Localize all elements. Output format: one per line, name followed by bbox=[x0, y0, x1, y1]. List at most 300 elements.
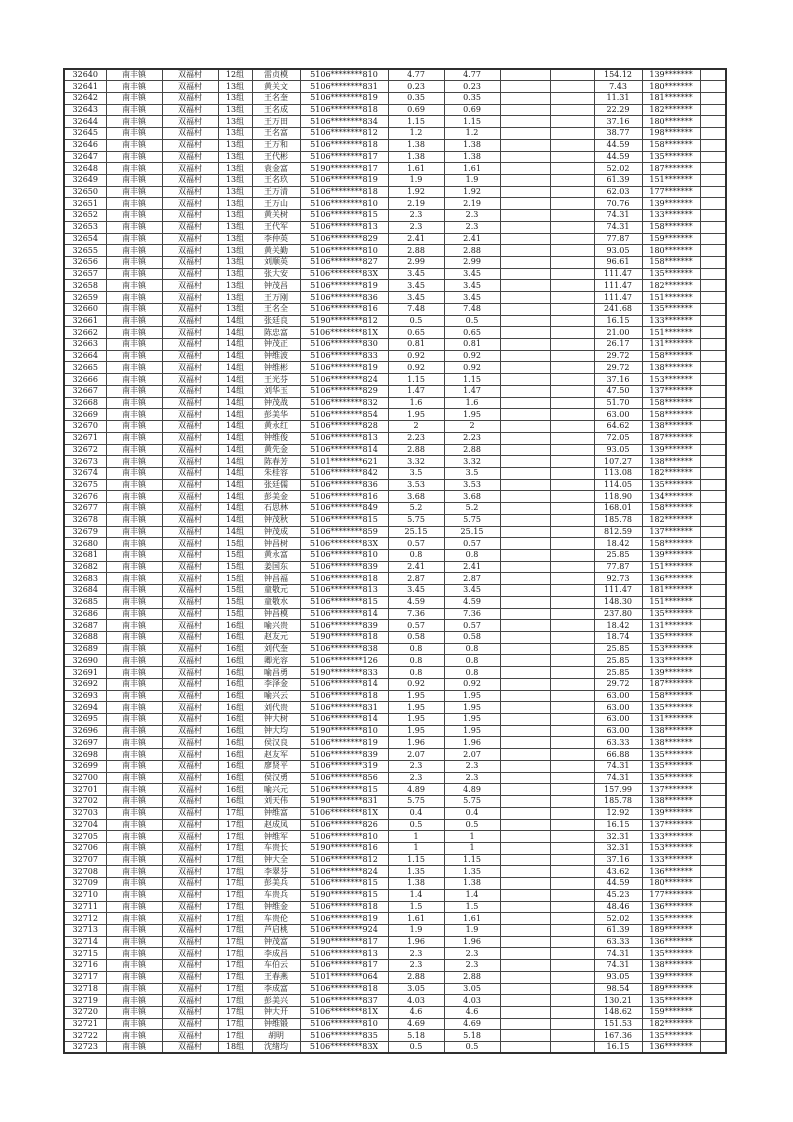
cell-value_confirmed: 0.8 bbox=[444, 655, 500, 667]
table-row bbox=[64, 1030, 726, 1042]
cell-masked_id: 5106********814 bbox=[300, 444, 388, 456]
cell-village: 双福村 bbox=[162, 350, 218, 362]
cell-value: 4.69 bbox=[388, 1018, 444, 1030]
cell-blank_b bbox=[550, 924, 594, 936]
cell-amount: 7.43 bbox=[594, 81, 642, 93]
cell-row_id: 32690 bbox=[64, 655, 106, 667]
cell-amount: 29.72 bbox=[594, 678, 642, 690]
cell-row_id: 32684 bbox=[64, 585, 106, 597]
cell-row_id: 32675 bbox=[64, 479, 106, 491]
cell-value_confirmed: 5.75 bbox=[444, 796, 500, 808]
cell-row_id: 32677 bbox=[64, 503, 106, 515]
cell-group: 13组 bbox=[218, 81, 252, 93]
cell-amount: 157.99 bbox=[594, 784, 642, 796]
table-row bbox=[64, 385, 726, 397]
cell-row_id: 32654 bbox=[64, 233, 106, 245]
table-row bbox=[64, 608, 726, 620]
cell-blank_b bbox=[550, 678, 594, 690]
cell-value: 2.41 bbox=[388, 561, 444, 573]
cell-row_id: 32705 bbox=[64, 831, 106, 843]
cell-person_name: 袁金富 bbox=[252, 163, 300, 175]
cell-masked_id: 5106********812 bbox=[300, 854, 388, 866]
cell-value_confirmed: 3.32 bbox=[444, 456, 500, 468]
cell-blank_a bbox=[500, 632, 550, 644]
cell-amount: 77.87 bbox=[594, 233, 642, 245]
cell-town: 南丰镇 bbox=[106, 714, 162, 726]
cell-masked_id: 5106********839 bbox=[300, 620, 388, 632]
cell-masked_id: 5106********824 bbox=[300, 374, 388, 386]
cell-row_id: 32659 bbox=[64, 292, 106, 304]
cell-value_confirmed: 2.07 bbox=[444, 749, 500, 761]
cell-masked_phone: 138******* bbox=[642, 737, 700, 749]
cell-group: 14组 bbox=[218, 526, 252, 538]
cell-masked_id: 5106********813 bbox=[300, 948, 388, 960]
cell-blank_a bbox=[500, 374, 550, 386]
cell-blank_a bbox=[500, 667, 550, 679]
cell-person_name: 侯汉良 bbox=[252, 737, 300, 749]
cell-blank_b bbox=[550, 831, 594, 843]
cell-row_id: 32717 bbox=[64, 971, 106, 983]
cell-value_confirmed: 0.58 bbox=[444, 632, 500, 644]
cell-town: 南丰镇 bbox=[106, 409, 162, 421]
cell-row_id: 32683 bbox=[64, 573, 106, 585]
cell-row_id: 32642 bbox=[64, 92, 106, 104]
cell-amount: 37.16 bbox=[594, 854, 642, 866]
cell-blank_c bbox=[700, 327, 726, 339]
cell-row_id: 32703 bbox=[64, 807, 106, 819]
cell-person_name: 刘代奎 bbox=[252, 643, 300, 655]
cell-village: 双福村 bbox=[162, 479, 218, 491]
cell-blank_b bbox=[550, 655, 594, 667]
cell-blank_b bbox=[550, 854, 594, 866]
cell-blank_c bbox=[700, 737, 726, 749]
cell-blank_c bbox=[700, 971, 726, 983]
cell-masked_id: 5106********818 bbox=[300, 983, 388, 995]
cell-masked_id: 5106********813 bbox=[300, 585, 388, 597]
cell-town: 南丰镇 bbox=[106, 725, 162, 737]
cell-person_name: 黄先金 bbox=[252, 444, 300, 456]
cell-group: 13组 bbox=[218, 92, 252, 104]
cell-value_confirmed: 1.95 bbox=[444, 690, 500, 702]
cell-village: 双福村 bbox=[162, 221, 218, 233]
cell-row_id: 32673 bbox=[64, 456, 106, 468]
cell-town: 南丰镇 bbox=[106, 819, 162, 831]
cell-blank_c bbox=[700, 362, 726, 374]
cell-person_name: 卿光容 bbox=[252, 655, 300, 667]
cell-amount: 48.46 bbox=[594, 901, 642, 913]
cell-amount: 25.85 bbox=[594, 549, 642, 561]
cell-value: 3.45 bbox=[388, 585, 444, 597]
cell-amount: 113.08 bbox=[594, 467, 642, 479]
cell-village: 双福村 bbox=[162, 796, 218, 808]
cell-town: 南丰镇 bbox=[106, 1018, 162, 1030]
cell-value: 0.58 bbox=[388, 632, 444, 644]
cell-blank_a bbox=[500, 854, 550, 866]
cell-masked_phone: 159******* bbox=[642, 233, 700, 245]
cell-amount: 25.85 bbox=[594, 667, 642, 679]
cell-blank_a bbox=[500, 409, 550, 421]
cell-blank_a bbox=[500, 1042, 550, 1054]
cell-village: 双福村 bbox=[162, 233, 218, 245]
cell-row_id: 32664 bbox=[64, 350, 106, 362]
cell-town: 南丰镇 bbox=[106, 538, 162, 550]
cell-blank_c bbox=[700, 901, 726, 913]
cell-town: 南丰镇 bbox=[106, 549, 162, 561]
cell-blank_b bbox=[550, 292, 594, 304]
table-row bbox=[64, 315, 726, 327]
cell-group: 17组 bbox=[218, 901, 252, 913]
cell-row_id: 32720 bbox=[64, 1007, 106, 1019]
cell-town: 南丰镇 bbox=[106, 901, 162, 913]
cell-blank_c bbox=[700, 257, 726, 269]
cell-town: 南丰镇 bbox=[106, 303, 162, 315]
cell-person_name: 陈忠富 bbox=[252, 327, 300, 339]
cell-masked_id: 5106********836 bbox=[300, 479, 388, 491]
cell-value_confirmed: 0.57 bbox=[444, 620, 500, 632]
cell-amount: 25.85 bbox=[594, 655, 642, 667]
cell-blank_b bbox=[550, 116, 594, 128]
cell-town: 南丰镇 bbox=[106, 245, 162, 257]
cell-value_confirmed: 3.05 bbox=[444, 983, 500, 995]
cell-value: 1.96 bbox=[388, 737, 444, 749]
cell-value: 1 bbox=[388, 842, 444, 854]
cell-town: 南丰镇 bbox=[106, 702, 162, 714]
cell-village: 双福村 bbox=[162, 467, 218, 479]
cell-village: 双福村 bbox=[162, 92, 218, 104]
cell-value_confirmed: 0.23 bbox=[444, 81, 500, 93]
cell-person_name: 王万田 bbox=[252, 116, 300, 128]
cell-masked_phone: 136******* bbox=[642, 936, 700, 948]
cell-person_name: 沈绪均 bbox=[252, 1042, 300, 1054]
cell-value_confirmed: 2.19 bbox=[444, 198, 500, 210]
cell-amount: 111.47 bbox=[594, 585, 642, 597]
cell-town: 南丰镇 bbox=[106, 854, 162, 866]
cell-value: 25.15 bbox=[388, 526, 444, 538]
cell-amount: 185.78 bbox=[594, 514, 642, 526]
cell-village: 双福村 bbox=[162, 409, 218, 421]
cell-person_name: 彭美华 bbox=[252, 409, 300, 421]
cell-blank_b bbox=[550, 901, 594, 913]
cell-blank_c bbox=[700, 1018, 726, 1030]
cell-village: 双福村 bbox=[162, 924, 218, 936]
table-row bbox=[64, 866, 726, 878]
cell-amount: 44.59 bbox=[594, 139, 642, 151]
cell-masked_id: 5106********838 bbox=[300, 643, 388, 655]
cell-town: 南丰镇 bbox=[106, 69, 162, 81]
cell-group: 13组 bbox=[218, 233, 252, 245]
cell-person_name: 车伯云 bbox=[252, 960, 300, 972]
table-row bbox=[64, 561, 726, 573]
cell-masked_phone: 136******* bbox=[642, 1042, 700, 1054]
cell-masked_phone: 158******* bbox=[642, 397, 700, 409]
cell-value_confirmed: 1.9 bbox=[444, 924, 500, 936]
cell-masked_phone: 177******* bbox=[642, 889, 700, 901]
cell-blank_b bbox=[550, 327, 594, 339]
cell-value_confirmed: 2.3 bbox=[444, 210, 500, 222]
cell-masked_id: 5106********814 bbox=[300, 608, 388, 620]
cell-blank_a bbox=[500, 292, 550, 304]
cell-masked_phone: 180******* bbox=[642, 116, 700, 128]
cell-value: 3.45 bbox=[388, 280, 444, 292]
cell-blank_b bbox=[550, 503, 594, 515]
cell-group: 17组 bbox=[218, 971, 252, 983]
cell-row_id: 32693 bbox=[64, 690, 106, 702]
cell-masked_phone: 136******* bbox=[642, 901, 700, 913]
cell-blank_c bbox=[700, 432, 726, 444]
cell-amount: 66.88 bbox=[594, 749, 642, 761]
cell-masked_phone: 187******* bbox=[642, 432, 700, 444]
cell-masked_phone: 135******* bbox=[642, 772, 700, 784]
cell-masked_id: 5106********810 bbox=[300, 245, 388, 257]
cell-blank_a bbox=[500, 233, 550, 245]
cell-value_confirmed: 0.65 bbox=[444, 327, 500, 339]
cell-village: 双福村 bbox=[162, 866, 218, 878]
cell-village: 双福村 bbox=[162, 737, 218, 749]
cell-value: 3.53 bbox=[388, 479, 444, 491]
cell-masked_phone: 180******* bbox=[642, 245, 700, 257]
cell-blank_b bbox=[550, 889, 594, 901]
cell-value: 1.9 bbox=[388, 924, 444, 936]
cell-masked_phone: 182******* bbox=[642, 280, 700, 292]
table-row bbox=[64, 573, 726, 585]
cell-blank_b bbox=[550, 128, 594, 140]
cell-row_id: 32694 bbox=[64, 702, 106, 714]
cell-group: 16组 bbox=[218, 655, 252, 667]
cell-masked_phone: 137******* bbox=[642, 385, 700, 397]
cell-amount: 93.05 bbox=[594, 245, 642, 257]
cell-masked_id: 5106********815 bbox=[300, 210, 388, 222]
cell-masked_phone: 158******* bbox=[642, 350, 700, 362]
cell-village: 双福村 bbox=[162, 819, 218, 831]
table-row bbox=[64, 1007, 726, 1019]
cell-row_id: 32647 bbox=[64, 151, 106, 163]
cell-blank_a bbox=[500, 467, 550, 479]
cell-village: 双福村 bbox=[162, 948, 218, 960]
cell-amount: 241.68 bbox=[594, 303, 642, 315]
cell-group: 17组 bbox=[218, 819, 252, 831]
cell-blank_b bbox=[550, 174, 594, 186]
cell-masked_phone: 159******* bbox=[642, 1007, 700, 1019]
cell-village: 双福村 bbox=[162, 573, 218, 585]
cell-blank_b bbox=[550, 819, 594, 831]
cell-group: 16组 bbox=[218, 796, 252, 808]
cell-person_name: 王代彬 bbox=[252, 151, 300, 163]
cell-value_confirmed: 1 bbox=[444, 842, 500, 854]
cell-person_name: 彭美兵 bbox=[252, 878, 300, 890]
cell-village: 双福村 bbox=[162, 620, 218, 632]
cell-blank_c bbox=[700, 514, 726, 526]
cell-masked_id: 5106********839 bbox=[300, 749, 388, 761]
cell-village: 双福村 bbox=[162, 1018, 218, 1030]
cell-masked_phone: 136******* bbox=[642, 866, 700, 878]
table-row bbox=[64, 503, 726, 515]
cell-group: 17组 bbox=[218, 878, 252, 890]
cell-value: 1.15 bbox=[388, 116, 444, 128]
cell-blank_a bbox=[500, 796, 550, 808]
cell-blank_c bbox=[700, 491, 726, 503]
table-row bbox=[64, 596, 726, 608]
table-row bbox=[64, 397, 726, 409]
cell-row_id: 32674 bbox=[64, 467, 106, 479]
cell-value_confirmed: 2.99 bbox=[444, 257, 500, 269]
cell-blank_a bbox=[500, 315, 550, 327]
cell-row_id: 32682 bbox=[64, 561, 106, 573]
cell-masked_id: 5106********830 bbox=[300, 339, 388, 351]
cell-group: 14组 bbox=[218, 374, 252, 386]
cell-masked_phone: 135******* bbox=[642, 608, 700, 620]
cell-value_confirmed: 1.38 bbox=[444, 151, 500, 163]
cell-blank_b bbox=[550, 796, 594, 808]
cell-town: 南丰镇 bbox=[106, 573, 162, 585]
table-row bbox=[64, 92, 726, 104]
cell-value: 3.68 bbox=[388, 491, 444, 503]
cell-village: 双福村 bbox=[162, 292, 218, 304]
cell-amount: 93.05 bbox=[594, 444, 642, 456]
cell-village: 双福村 bbox=[162, 280, 218, 292]
cell-village: 双福村 bbox=[162, 760, 218, 772]
cell-value_confirmed: 1.38 bbox=[444, 139, 500, 151]
cell-masked_id: 5106********924 bbox=[300, 924, 388, 936]
cell-amount: 111.47 bbox=[594, 292, 642, 304]
cell-masked_id: 5106********856 bbox=[300, 772, 388, 784]
cell-amount: 74.31 bbox=[594, 210, 642, 222]
table-row bbox=[64, 585, 726, 597]
table-row bbox=[64, 819, 726, 831]
cell-blank_c bbox=[700, 549, 726, 561]
cell-blank_a bbox=[500, 948, 550, 960]
cell-amount: 51.70 bbox=[594, 397, 642, 409]
cell-group: 13组 bbox=[218, 280, 252, 292]
cell-blank_a bbox=[500, 585, 550, 597]
cell-row_id: 32662 bbox=[64, 327, 106, 339]
cell-blank_c bbox=[700, 81, 726, 93]
cell-value_confirmed: 0.92 bbox=[444, 362, 500, 374]
cell-blank_b bbox=[550, 561, 594, 573]
cell-town: 南丰镇 bbox=[106, 667, 162, 679]
cell-town: 南丰镇 bbox=[106, 280, 162, 292]
cell-town: 南丰镇 bbox=[106, 491, 162, 503]
cell-masked_id: 5106********814 bbox=[300, 714, 388, 726]
cell-blank_a bbox=[500, 81, 550, 93]
cell-person_name: 钟维富 bbox=[252, 807, 300, 819]
cell-blank_c bbox=[700, 690, 726, 702]
cell-value: 2.3 bbox=[388, 960, 444, 972]
cell-row_id: 32678 bbox=[64, 514, 106, 526]
cell-masked_phone: 153******* bbox=[642, 374, 700, 386]
cell-row_id: 32658 bbox=[64, 280, 106, 292]
cell-group: 14组 bbox=[218, 503, 252, 515]
cell-masked_id: 5106********812 bbox=[300, 128, 388, 140]
cell-blank_b bbox=[550, 526, 594, 538]
cell-masked_id: 5106********826 bbox=[300, 819, 388, 831]
cell-value_confirmed: 2.3 bbox=[444, 772, 500, 784]
cell-amount: 63.33 bbox=[594, 936, 642, 948]
cell-amount: 63.00 bbox=[594, 690, 642, 702]
cell-group: 13组 bbox=[218, 198, 252, 210]
cell-row_id: 32676 bbox=[64, 491, 106, 503]
cell-town: 南丰镇 bbox=[106, 866, 162, 878]
cell-town: 南丰镇 bbox=[106, 796, 162, 808]
cell-amount: 111.47 bbox=[594, 268, 642, 280]
cell-masked_phone: 151******* bbox=[642, 174, 700, 186]
cell-blank_c bbox=[700, 69, 726, 81]
cell-group: 13组 bbox=[218, 303, 252, 315]
cell-blank_b bbox=[550, 960, 594, 972]
cell-row_id: 32692 bbox=[64, 678, 106, 690]
cell-masked_phone: 135******* bbox=[642, 913, 700, 925]
cell-village: 双福村 bbox=[162, 1007, 218, 1019]
table-row bbox=[64, 163, 726, 175]
cell-amount: 111.47 bbox=[594, 280, 642, 292]
cell-value: 1.61 bbox=[388, 913, 444, 925]
cell-amount: 44.59 bbox=[594, 878, 642, 890]
cell-blank_c bbox=[700, 221, 726, 233]
cell-person_name: 钟茂富 bbox=[252, 936, 300, 948]
table-row bbox=[64, 960, 726, 972]
cell-village: 双福村 bbox=[162, 432, 218, 444]
cell-blank_a bbox=[500, 479, 550, 491]
cell-value: 1.15 bbox=[388, 374, 444, 386]
cell-row_id: 32667 bbox=[64, 385, 106, 397]
table-row bbox=[64, 831, 726, 843]
cell-row_id: 32697 bbox=[64, 737, 106, 749]
cell-person_name: 喻兴云 bbox=[252, 690, 300, 702]
cell-value: 1.2 bbox=[388, 128, 444, 140]
cell-value: 2.3 bbox=[388, 948, 444, 960]
table-row bbox=[64, 139, 726, 151]
cell-village: 双福村 bbox=[162, 268, 218, 280]
cell-value_confirmed: 1.4 bbox=[444, 889, 500, 901]
cell-blank_c bbox=[700, 842, 726, 854]
cell-value_confirmed: 0.35 bbox=[444, 92, 500, 104]
cell-value_confirmed: 1.2 bbox=[444, 128, 500, 140]
cell-blank_b bbox=[550, 737, 594, 749]
cell-masked_phone: 158******* bbox=[642, 221, 700, 233]
cell-masked_id: 5106********859 bbox=[300, 526, 388, 538]
table-row bbox=[64, 116, 726, 128]
cell-person_name: 姜国东 bbox=[252, 561, 300, 573]
cell-masked_phone: 133******* bbox=[642, 854, 700, 866]
cell-masked_phone: 158******* bbox=[642, 409, 700, 421]
cell-group: 14组 bbox=[218, 362, 252, 374]
cell-group: 15组 bbox=[218, 608, 252, 620]
cell-value: 0.8 bbox=[388, 549, 444, 561]
cell-group: 16组 bbox=[218, 772, 252, 784]
cell-masked_phone: 182******* bbox=[642, 1018, 700, 1030]
cell-amount: 167.36 bbox=[594, 1030, 642, 1042]
cell-person_name: 钟茂战 bbox=[252, 397, 300, 409]
cell-amount: 52.02 bbox=[594, 163, 642, 175]
cell-village: 双福村 bbox=[162, 831, 218, 843]
cell-masked_phone: 136******* bbox=[642, 573, 700, 585]
cell-town: 南丰镇 bbox=[106, 233, 162, 245]
cell-row_id: 32679 bbox=[64, 526, 106, 538]
cell-masked_phone: 131******* bbox=[642, 620, 700, 632]
cell-value_confirmed: 3.68 bbox=[444, 491, 500, 503]
cell-value: 5.75 bbox=[388, 514, 444, 526]
cell-masked_id: 5106********819 bbox=[300, 362, 388, 374]
cell-row_id: 32670 bbox=[64, 421, 106, 433]
cell-masked_phone: 135******* bbox=[642, 303, 700, 315]
cell-person_name: 钟茂成 bbox=[252, 526, 300, 538]
cell-blank_a bbox=[500, 889, 550, 901]
cell-blank_a bbox=[500, 983, 550, 995]
cell-town: 南丰镇 bbox=[106, 678, 162, 690]
cell-town: 南丰镇 bbox=[106, 128, 162, 140]
cell-value: 4.89 bbox=[388, 784, 444, 796]
cell-group: 17组 bbox=[218, 948, 252, 960]
cell-blank_b bbox=[550, 667, 594, 679]
